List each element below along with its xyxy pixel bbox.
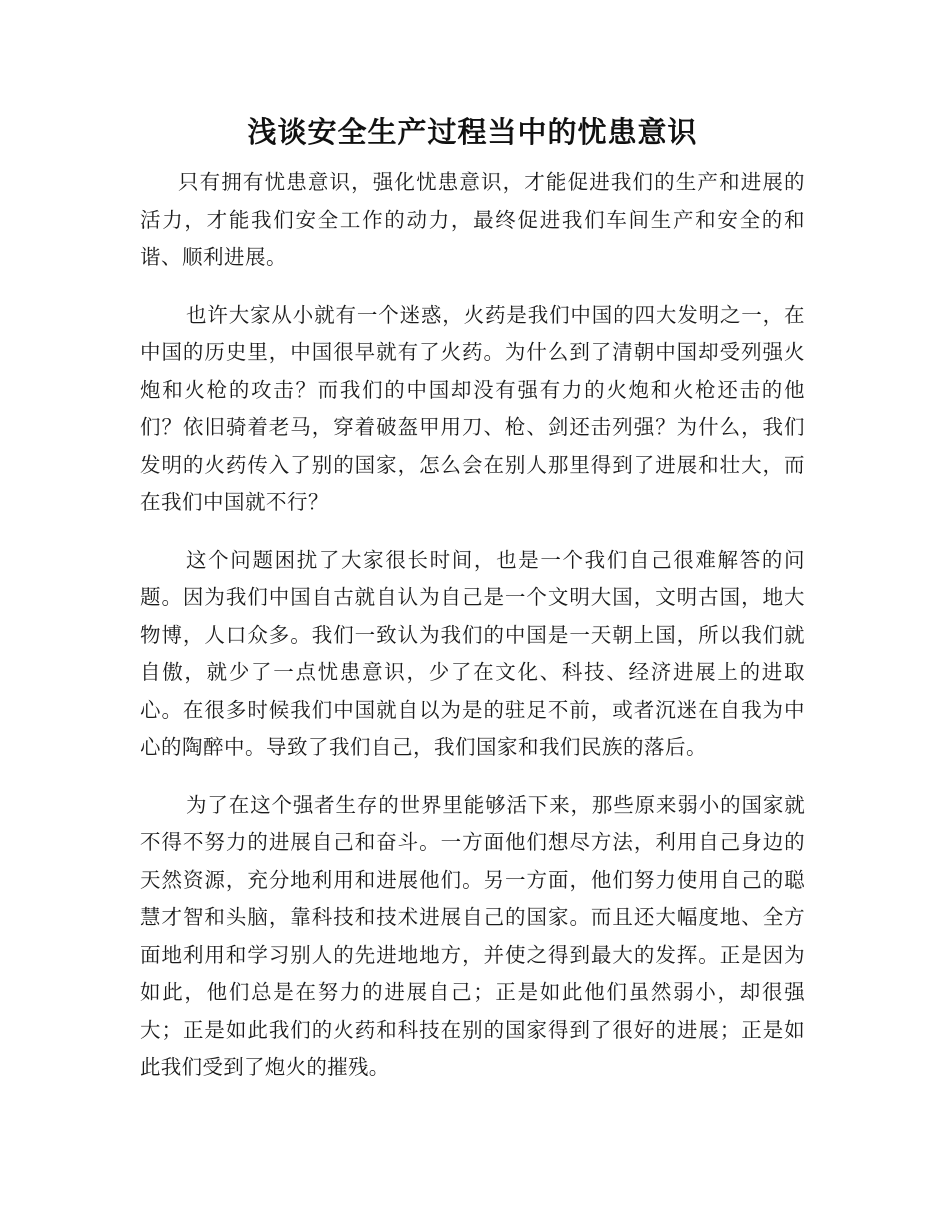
paragraph-2: 也许大家从小就有一个迷惑，火药是我们中国的四大发明之一，在中国的历史里，中国很早就有了火药。为什么到了清朝中国却受列强火炮和火枪的攻击？而我们的中国却没有强有力的火炮和火枪还击的他们？依旧骑着老马，穿着破盔甲用刀、枪、剑还击列强？为什么，我们发明的火药传入了别的国家，怎么会在别人那里得到了进展和壮大，而在我们中国就不行？ [140, 302, 805, 514]
document-title: 浅谈安全生产过程当中的忧患意识 [247, 115, 698, 149]
document-body [140, 164, 805, 1107]
paragraph-4: 为了在这个强者生存的世界里能够活下来，那些原来弱小的国家就不得不努力的进展自己和奋斗。一方面他们想尽方法，利用自己身边的天然资源，充分地利用和进展他们。另一方面，他们努力使用自己的聪慧才智和头脑，靠科技和技术进展自己的国家。而且还大幅度地、全方面地利用和学习别人的先进地地方，并使之得到最大的发挥。正是因为如此，他们总是在努力的进展自己；正是如此他们虽然弱小，却很强大；正是如此我们的火药和科技在别的国家得到了很好的进展；正是如此我们受到了炮火的摧残。 [140, 792, 805, 1079]
paragraph-3: 这个问题困扰了大家很长时间，也是一个我们自己很难解答的问题。因为我们中国自古就自认为自己是一个文明大国，文明古国，地大物博，人口众多。我们一致认为我们的中国是一天朝上国，所以我们就自傲，就少了一点忧患意识，少了在文化、科技、经济进展上的进取心。在很多时候我们中国就自以为是的驻足不前，或者沉迷在自我为中心的陶醉中。导致了我们自己，我们国家和我们民族的落后。 [140, 547, 805, 759]
paragraph-1: 只有拥有忧患意识，强化忧患意识，才能促进我们的生产和进展的活力，才能我们安全工作的动力，最终促进我们车间生产和安全的和谐、顺利进展。 [140, 170, 805, 269]
